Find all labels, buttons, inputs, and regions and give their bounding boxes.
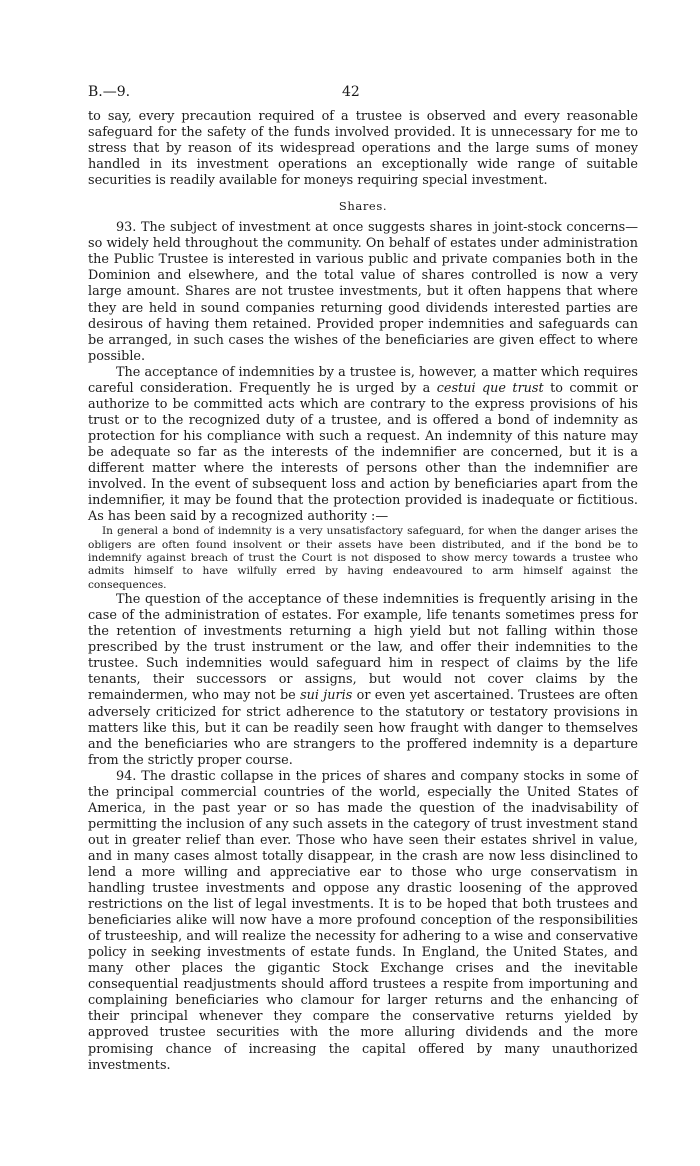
section-title: Shares. — [338, 199, 388, 214]
acceptance-italic-term: cestui que trust — [436, 380, 544, 396]
page-header — [88, 84, 638, 102]
block-quote: In general a bond of indemnity is a very unsatisfactory safeguard, for when the danger arises the obligers are often found insolvent or their assets have been distributed, and if the bond be to indemnify against breach of trust the Court is not disposed to show mercy towards a trustee who admits himself to have wilfully erred by having endeavoured to arm himself against the consequences. — [88, 525, 638, 591]
acceptance-text-b: to commit or authorize to be committed acts which are contrary to the express provisions of his trust or to the recognized duty of a trustee, and is offered a bond of indemnity as protection for his compliance with such a request. An indemnity of this nature may be adequate so far as the interests of the indemnifier are concerned, but it is a different matter where the interests of persons other than the indemnifier are involved. In the event of subsequent loss and action by beneficiaries apart from the indemnifier, it may be found that the protection provided is inadequate or fictitious. As has been said by a recognized authority :— — [88, 380, 639, 525]
paragraph-94: 94. The drastic collapse in the prices of shares and company stocks in some of the principal commercial countries of the world, especially the United States of America, in the past year or so has made the question of the inadvisability of permitting the inclusion of any such assets in the category of trust investment stand out in greater relief than ever. Those who have seen their estates shrivel in value, and in many cases almost totally disappear, in the crash are now less disinclined to lend a more willing and appreciative ear to those who urge conservatism in handling trustee investments and oppose any drastic loosening of the approved restrictions on the list of legal investments. It is to be hoped that both trustees and beneficiaries alike will now have a more profound conception of the responsibilities of trusteeship, and will realize the necessity for adhering to a wise and conservative policy in seeking investments of estate funds. In England, the United States, and many other places the gigantic Stock Exchange crises and the inevitable consequential readjustments should afford trustees a respite from importuning and complaining beneficiaries who clamour for larger returns and the enhancing of their principal whenever they compare the conservative returns yielded by approved trustee securities with the more alluring dividends and the more promising chance of increasing the capital offered by many unauthorized investments. — [88, 768, 638, 1073]
intro-paragraph: to say, every precaution required of a trustee is observed and every reasonable safeguard for the safety of the funds involved provided. It is unnecessary for me to stress that by reason of its widespread operations and the large sums of money handled in its investment operations an exceptionally wide range of suitable securities is readily available for moneys requiring special investment. — [88, 109, 638, 189]
question-paragraph — [88, 592, 638, 769]
document-body — [88, 109, 638, 1074]
page-number: 42 — [342, 84, 360, 100]
question-italic-term: sui juris — [300, 688, 353, 704]
document-code: B.—9. — [88, 84, 131, 100]
question-text-a: The question of the acceptance of these indemnities is frequently arising in the case of the administration of estates. For example, life tenants sometimes press for the retention of investments returning a high yield but not falling within those prescribed by the trust instrument or the law, and offer their indemnities to the trustee. Such indemnities would safeguard him in respect of claims by the life tenants, their successors or assigns, but would not cover claims by the remaindermen, who may not be — [88, 592, 638, 704]
acceptance-paragraph — [88, 365, 638, 525]
acceptance-text-a: The acceptance of indemnities by a trustee is, however, a matter which requires careful consideration. Frequently he is urged by a — [88, 364, 638, 396]
question-text-b: or even yet ascertained. Trustees are often adversely criticized for strict adherence to the statutory or testatory provisions in matters like this, but it can be readily seen how fraught with danger to themselves and the beneficiaries who are strangers to the proffered indemnity is a departure from the strictly proper course. — [88, 688, 638, 768]
paragraph-93: 93. The subject of investment at once suggests shares in joint-stock concerns—so widely held throughout the community. On behalf of estates under administration the Public Trustee is interested in various public and private companies both in the Dominion and elsewhere, and the total value of shares controlled is now a very large amount. Shares are not trustee investments, but it often happens that where they are held in sound companies returning good dividends interested parties are desirous of having them retained. Provided proper indemnities and safeguards can be arranged, in such cases the wishes of the beneficiaries are given effect to where possible. — [88, 220, 638, 364]
